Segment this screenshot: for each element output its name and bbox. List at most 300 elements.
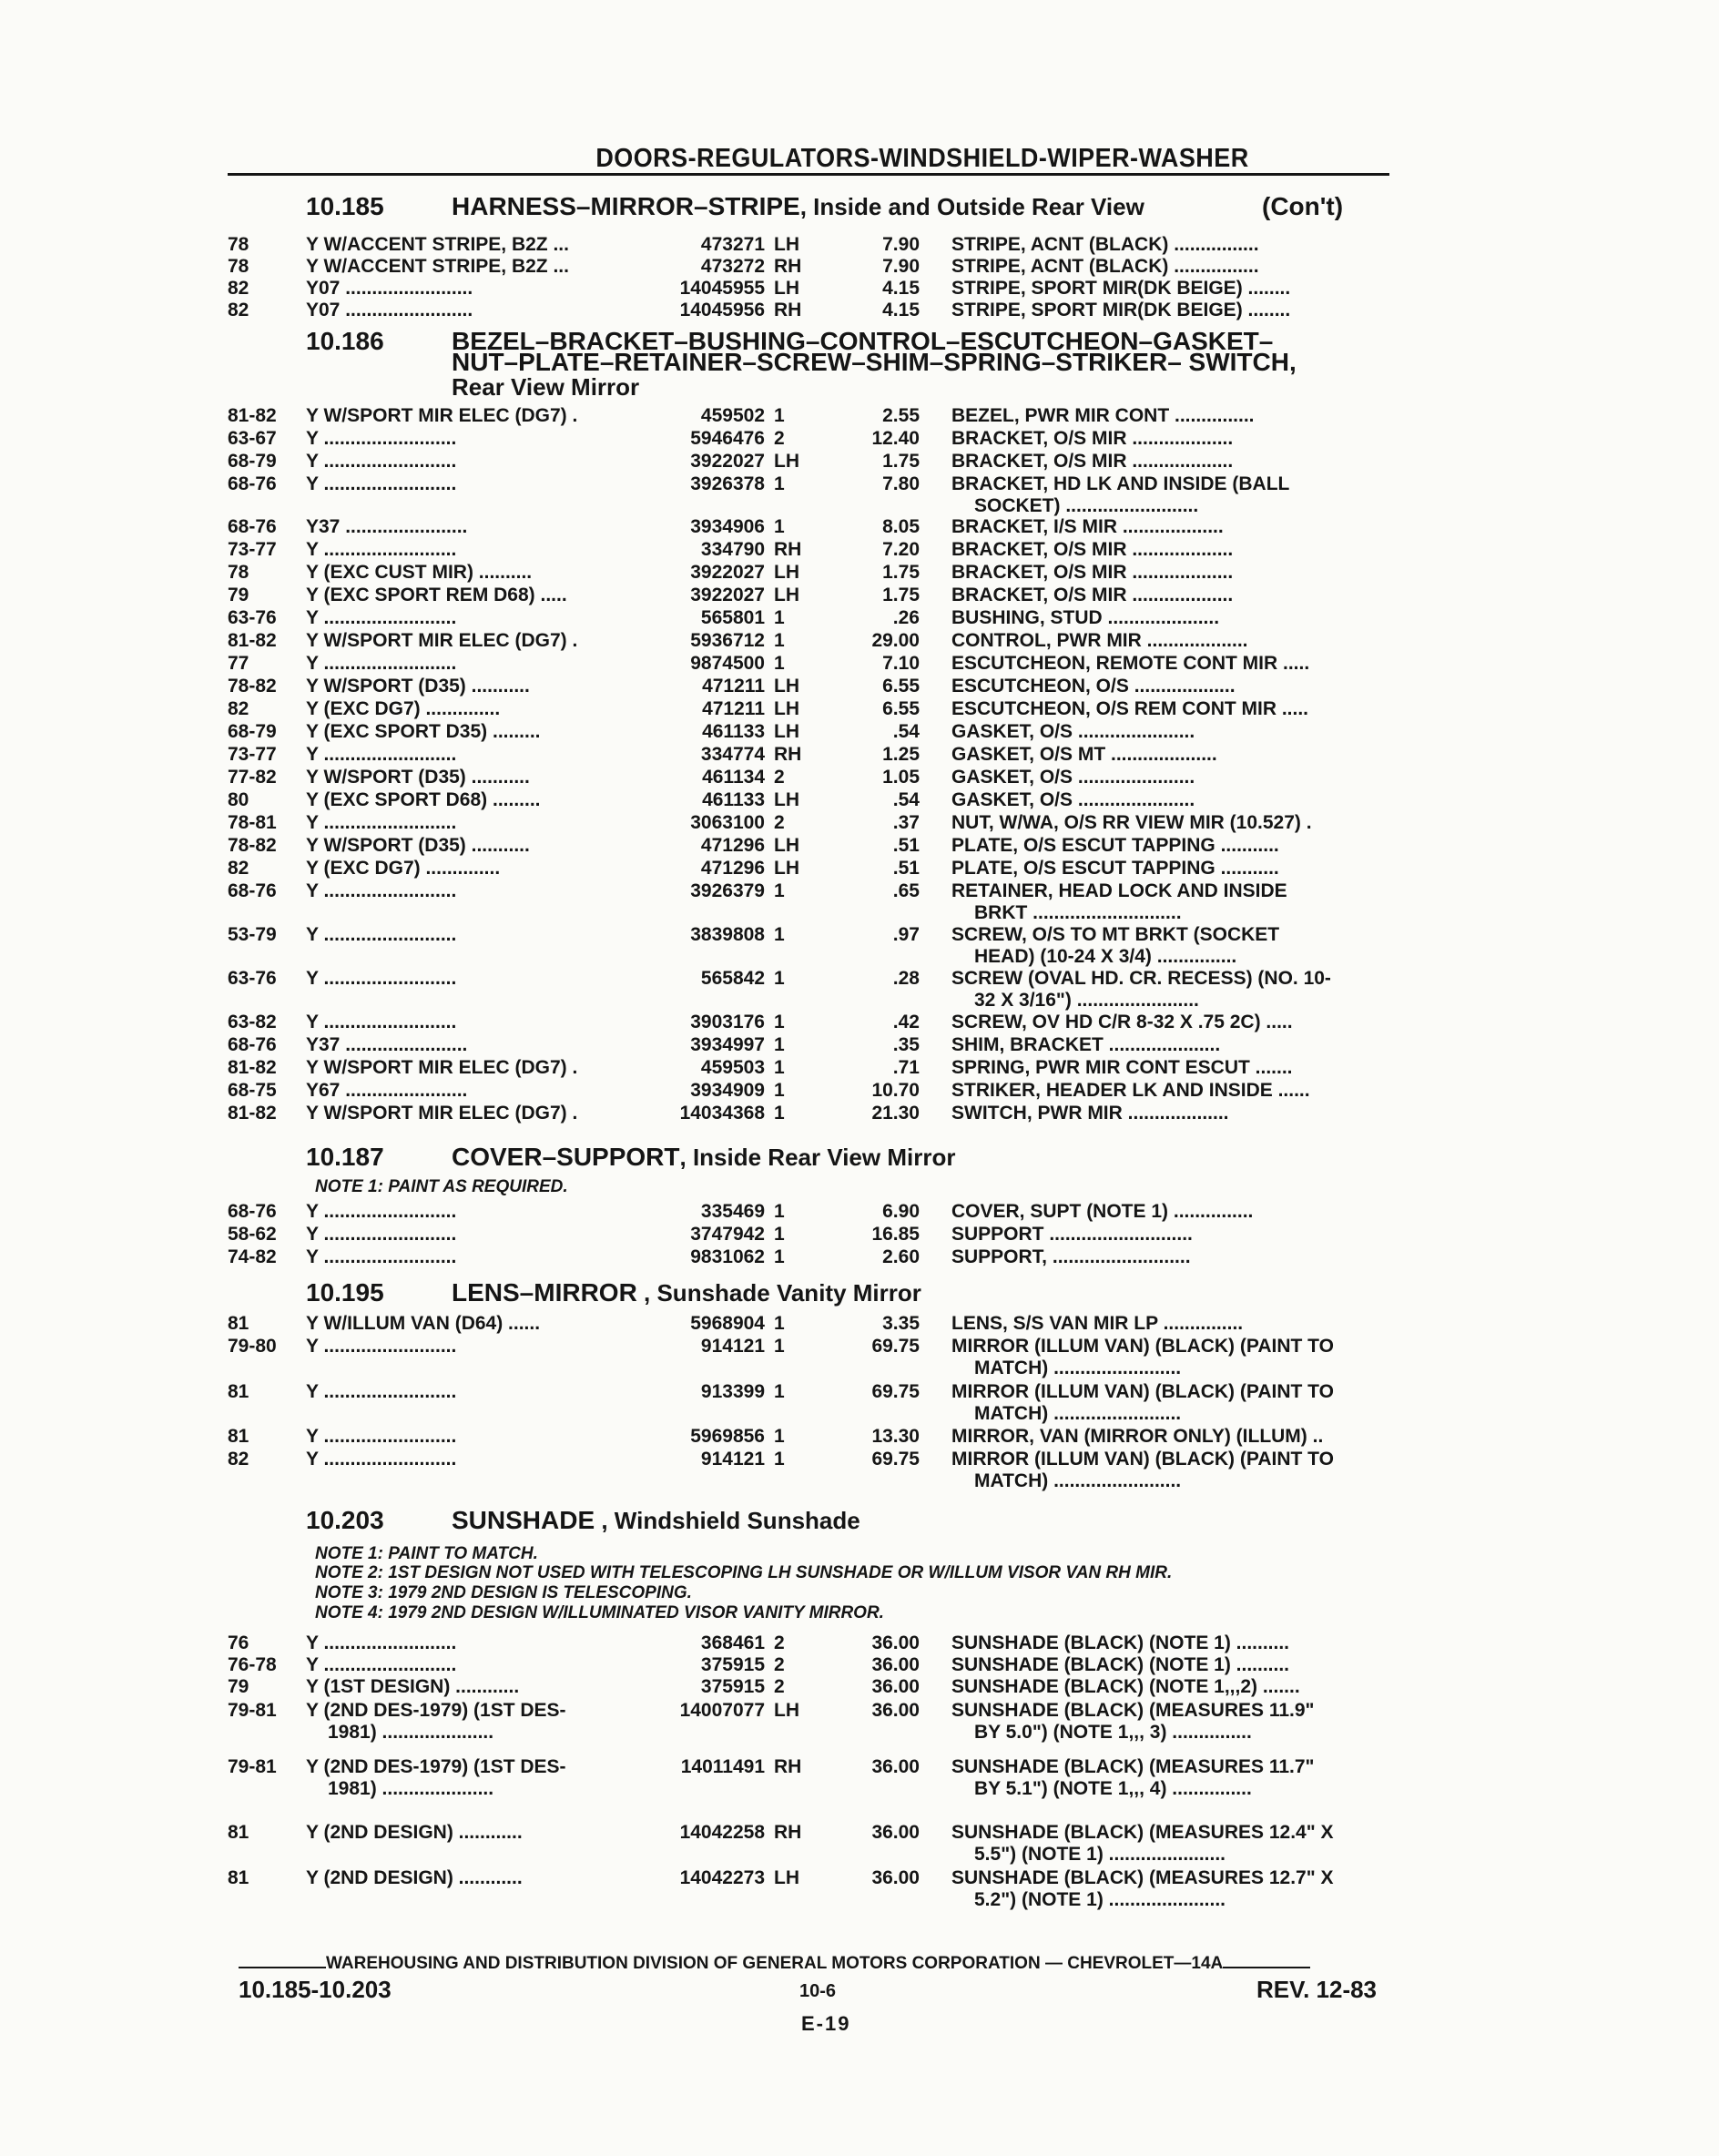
part-row (0, 279, 1719, 299)
price: 36.00 (871, 1654, 920, 1675)
section-title-line1: BEZEL–BRACKET–BUSHING–CONTROL–ESCUTCHEON–GASKET– (452, 327, 1274, 355)
year-range: 74-82 (228, 1246, 277, 1267)
part-description-continued: 5.5") (NOTE 1) ...................... (974, 1844, 1226, 1865)
year-range: 81-82 (228, 405, 277, 426)
part-number: 3747942 (690, 1224, 765, 1245)
quantity: 1 (774, 630, 785, 651)
model-applicability: Y (EXC SPORT REM D68) ..... (306, 585, 567, 605)
part-row (0, 474, 1719, 494)
model-applicability: Y ......................... (306, 1655, 457, 1675)
year-range: 81-82 (228, 630, 277, 651)
model-applicability: Y ......................... (306, 540, 457, 560)
model-applicability: Y (2ND DES-1979) (1ST DES- (306, 1757, 566, 1777)
price: 6.55 (882, 676, 920, 697)
part-number: 375915 (700, 1676, 765, 1697)
part-description: MIRROR, VAN (MIRROR ONLY) (ILLUM) .. (951, 1427, 1324, 1447)
year-range: 68-76 (228, 516, 277, 537)
footer-page-number: 10-6 (799, 1981, 837, 2001)
part-number: 3922027 (690, 451, 765, 472)
quantity: LH (774, 585, 799, 605)
part-row (0, 235, 1719, 255)
section-number: 10.186 (306, 327, 384, 355)
part-description-continued: MATCH) ........................ (974, 1403, 1182, 1424)
price: .51 (892, 858, 920, 879)
part-row (0, 881, 1719, 901)
price: 36.00 (871, 1756, 920, 1777)
price: 2.60 (882, 1246, 920, 1267)
quantity: 1 (774, 1381, 785, 1402)
part-description: MIRROR (ILLUM VAN) (BLACK) (PAINT TO (951, 1382, 1334, 1402)
part-description: BRACKET, O/S MIR ................... (951, 563, 1234, 583)
part-description: BUSHING, STUD ..................... (951, 608, 1220, 628)
quantity: 2 (774, 1632, 785, 1653)
year-range: 68-76 (228, 1201, 277, 1222)
model-applicability-continued: 1981) ..................... (328, 1722, 494, 1743)
part-description: BRACKET, O/S MIR ................... (951, 452, 1234, 472)
section-header-10203 (306, 1507, 860, 1534)
year-range: 79 (228, 1676, 249, 1697)
part-number: 914121 (700, 1449, 765, 1470)
page-code: E-19 (801, 2012, 851, 2035)
part-row (0, 257, 1719, 277)
model-applicability: Y37 ....................... (306, 517, 468, 537)
part-description: CONTROL, PWR MIR ................... (951, 631, 1248, 651)
quantity: LH (774, 451, 799, 472)
part-row (0, 608, 1719, 628)
price: .54 (892, 789, 920, 810)
part-number: 5946476 (690, 428, 765, 449)
part-number: 461133 (702, 789, 765, 810)
price: 7.90 (882, 256, 920, 277)
quantity: 2 (774, 428, 785, 449)
part-row (0, 1081, 1719, 1101)
part-number: 334774 (700, 744, 765, 765)
part-number: 14045955 (679, 278, 765, 299)
part-row (0, 1823, 1719, 1843)
part-number: 3934909 (690, 1080, 765, 1101)
price: .26 (892, 607, 920, 628)
part-description: BRACKET, HD LK AND INSIDE (BALL (951, 474, 1290, 494)
price: 12.40 (871, 428, 920, 449)
part-number: 5969856 (690, 1426, 765, 1447)
model-applicability: Y ......................... (306, 1382, 457, 1402)
section-header-10187 (306, 1144, 955, 1171)
part-row (0, 1058, 1719, 1078)
part-number: 334790 (700, 539, 765, 560)
model-applicability: Y W/ACCENT STRIPE, B2Z ... (306, 235, 569, 255)
part-description-continued: 5.2") (NOTE 1) ...................... (974, 1889, 1226, 1910)
part-row (0, 631, 1719, 651)
part-number: 459502 (700, 405, 765, 426)
part-number: 565801 (700, 607, 765, 628)
price: 2.55 (882, 405, 920, 426)
quantity: RH (774, 1756, 802, 1777)
part-row (0, 1868, 1719, 1888)
model-applicability: Y ......................... (306, 925, 457, 945)
price: 69.75 (871, 1336, 920, 1357)
part-row (0, 745, 1719, 765)
part-description: GASKET, O/S ...................... (951, 768, 1195, 788)
part-number: 3926379 (690, 880, 765, 901)
year-range: 63-76 (228, 607, 277, 628)
section-number: 10.195 (306, 1278, 384, 1307)
year-range: 78 (228, 234, 249, 255)
part-row (0, 768, 1719, 788)
price: .35 (892, 1034, 920, 1055)
year-range: 76 (228, 1632, 249, 1653)
part-number: 565842 (700, 968, 765, 989)
year-range: 81-82 (228, 1057, 277, 1078)
footer-rule-right (1223, 1967, 1310, 1968)
model-applicability-continued: 1981) ..................... (328, 1778, 494, 1799)
model-applicability: Y (EXC SPORT D68) ......... (306, 790, 541, 810)
part-description: COVER, SUPT (NOTE 1) ............... (951, 1202, 1254, 1222)
part-description: GASKET, O/S MT .................... (951, 745, 1217, 765)
part-row (0, 859, 1719, 879)
model-applicability: Y (2ND DES-1979) (1ST DES- (306, 1701, 566, 1721)
part-number: 14042273 (679, 1867, 765, 1888)
part-number: 3934997 (690, 1034, 765, 1055)
quantity: 1 (774, 1336, 785, 1357)
section-title: HARNESS–MIRROR–STRIPE (452, 192, 800, 220)
quantity: RH (774, 539, 802, 560)
part-description: SPRING, PWR MIR CONT ESCUT ....... (951, 1058, 1293, 1078)
model-applicability: Y ......................... (306, 452, 457, 472)
quantity: 1 (774, 473, 785, 494)
model-applicability: Y ......................... (306, 1012, 457, 1032)
footer-division-line (239, 1954, 1310, 1974)
part-description: STRIPE, SPORT MIR(DK BEIGE) ........ (951, 279, 1291, 299)
part-row (0, 969, 1719, 989)
year-range: 68-79 (228, 721, 277, 742)
price: 69.75 (871, 1381, 920, 1402)
model-applicability: Y ......................... (306, 474, 457, 494)
year-range: 63-67 (228, 428, 277, 449)
section-number: 10.203 (306, 1506, 384, 1534)
page-title: DOORS-REGULATORS-WINDSHIELD-WIPER-WASHER (595, 144, 1249, 173)
part-description: SUPPORT ........................... (951, 1225, 1193, 1245)
year-range: 79 (228, 585, 249, 605)
section-subtitle: , Inside Rear View Mirror (679, 1144, 956, 1171)
model-applicability: Y (EXC SPORT D35) ......... (306, 722, 541, 742)
part-description: SUNSHADE (BLACK) (MEASURES 12.7" X (951, 1868, 1334, 1888)
part-description-continued: 32 X 3/16") ....................... (974, 990, 1199, 1011)
part-row (0, 1757, 1719, 1777)
part-description: BRACKET, I/S MIR ................... (951, 517, 1224, 537)
part-description: GASKET, O/S ...................... (951, 722, 1195, 742)
part-number: 461133 (702, 721, 765, 742)
model-applicability: Y ......................... (306, 608, 457, 628)
footer-revision: REV. 12-83 (1256, 1976, 1378, 2003)
part-row (0, 699, 1719, 719)
model-applicability: Y ......................... (306, 881, 457, 901)
quantity: LH (774, 562, 799, 583)
year-range: 73-77 (228, 539, 277, 560)
part-number: 9874500 (690, 653, 765, 674)
quantity: LH (774, 1700, 799, 1721)
price: .28 (892, 968, 920, 989)
model-applicability: Y W/SPORT MIR ELEC (DG7) . (306, 406, 578, 426)
model-applicability: Y W/SPORT MIR ELEC (DG7) . (306, 1058, 578, 1078)
section-note: NOTE 1: PAINT TO MATCH. (315, 1544, 538, 1563)
year-range: 78 (228, 562, 249, 583)
model-applicability: Y (EXC CUST MIR) .......... (306, 563, 533, 583)
section-header-10195 (306, 1279, 921, 1307)
quantity: 1 (774, 1034, 785, 1055)
price: 3.35 (882, 1313, 920, 1334)
title-divider (228, 173, 1389, 176)
section-title-line2: NUT–PLATE–RETAINER–SCREW–SHIM–SPRING–STRIKER– SWITCH, (452, 348, 1297, 376)
part-number: 913399 (700, 1381, 765, 1402)
price: 1.75 (882, 451, 920, 472)
part-description: SCREW, OV HD C/R 8-32 X .75 2C) ..... (951, 1012, 1293, 1032)
year-range: 68-75 (228, 1080, 277, 1101)
model-applicability: Y W/SPORT (D35) ........... (306, 836, 530, 856)
quantity: LH (774, 234, 799, 255)
price: 21.30 (871, 1103, 920, 1124)
part-number: 5936712 (690, 630, 765, 651)
quantity: 1 (774, 1012, 785, 1032)
part-description: MIRROR (ILLUM VAN) (BLACK) (PAINT TO (951, 1449, 1334, 1470)
quantity: 1 (774, 1057, 785, 1078)
quantity: 1 (774, 1080, 785, 1101)
part-description: RETAINER, HEAD LOCK AND INSIDE (951, 881, 1287, 901)
model-applicability: Y W/SPORT (D35) ........... (306, 768, 530, 788)
quantity: 1 (774, 653, 785, 674)
part-row (0, 722, 1719, 742)
model-applicability: Y ......................... (306, 429, 457, 449)
year-range: 82 (228, 858, 249, 879)
year-range: 78 (228, 256, 249, 277)
price: 29.00 (871, 630, 920, 651)
part-description-continued: BY 5.0") (NOTE 1,,, 3) ............... (974, 1722, 1252, 1743)
year-range: 82 (228, 1449, 249, 1470)
price: .65 (892, 880, 920, 901)
price: 1.25 (882, 744, 920, 765)
section-title: COVER–SUPPORT (452, 1143, 680, 1171)
model-applicability: Y ......................... (306, 813, 457, 833)
quantity: 2 (774, 1676, 785, 1697)
price: 7.80 (882, 473, 920, 494)
part-row (0, 676, 1719, 697)
part-row (0, 1701, 1719, 1721)
year-range: 81 (228, 1426, 249, 1447)
price: 36.00 (871, 1676, 920, 1697)
model-applicability: Y (2ND DESIGN) ............ (306, 1823, 523, 1843)
continued-label: (Con't) (1262, 192, 1344, 220)
part-description: BRACKET, O/S MIR ................... (951, 540, 1234, 560)
part-row (0, 1225, 1719, 1245)
part-description: SCREW (OVAL HD. CR. RECESS) (NO. 10- (951, 969, 1331, 989)
part-description: SHIM, BRACKET ..................... (951, 1035, 1221, 1055)
model-applicability: Y (EXC DG7) .............. (306, 859, 501, 879)
model-applicability: Y ......................... (306, 745, 457, 765)
part-description: STRIPE, ACNT (BLACK) ................ (951, 257, 1259, 277)
part-description-continued: BRKT ............................ (974, 902, 1182, 923)
part-number: 14007077 (679, 1700, 765, 1721)
year-range: 79-81 (228, 1756, 277, 1777)
model-applicability: Y W/ACCENT STRIPE, B2Z ... (306, 257, 569, 277)
part-description: STRIPE, ACNT (BLACK) ................ (951, 235, 1259, 255)
section-title-line3: Rear View Mirror (452, 373, 640, 401)
part-number: 3934906 (690, 516, 765, 537)
price: 1.75 (882, 562, 920, 583)
part-number: 3922027 (690, 562, 765, 583)
section-subtitle: , Inside and Outside Rear View (799, 193, 1144, 220)
price: 1.75 (882, 585, 920, 605)
model-applicability: Y W/SPORT (D35) ........... (306, 676, 530, 697)
model-applicability: Y ......................... (306, 1427, 457, 1447)
year-range: 68-79 (228, 451, 277, 472)
price: .97 (892, 924, 920, 945)
quantity: LH (774, 1867, 799, 1888)
quantity: RH (774, 256, 802, 277)
part-row (0, 1427, 1719, 1447)
price: .71 (892, 1057, 920, 1078)
year-range: 82 (228, 278, 249, 299)
price: 13.30 (871, 1426, 920, 1447)
price: 7.20 (882, 539, 920, 560)
model-applicability: Y ......................... (306, 1225, 457, 1245)
part-description: SUNSHADE (BLACK) (MEASURES 12.4" X (951, 1823, 1334, 1843)
part-row (0, 654, 1719, 674)
quantity: 1 (774, 1313, 785, 1334)
model-applicability: Y (EXC DG7) .............. (306, 699, 501, 719)
part-number: 473272 (700, 256, 765, 277)
part-description: BRACKET, O/S MIR ................... (951, 429, 1234, 449)
year-range: 68-76 (228, 1034, 277, 1055)
year-range: 58-62 (228, 1224, 277, 1245)
quantity: LH (774, 721, 799, 742)
section-header-10185 (306, 192, 1344, 220)
price: 4.15 (882, 278, 920, 299)
part-number: 914121 (700, 1336, 765, 1357)
price: 16.85 (871, 1224, 920, 1245)
part-number: 459503 (700, 1057, 765, 1078)
part-row (0, 1449, 1719, 1470)
year-range: 79-81 (228, 1700, 277, 1721)
part-row (0, 563, 1719, 583)
part-description: STRIPE, SPORT MIR(DK BEIGE) ........ (951, 300, 1291, 320)
year-range: 82 (228, 698, 249, 719)
year-range: 53-79 (228, 924, 277, 945)
year-range: 81 (228, 1381, 249, 1402)
part-row (0, 429, 1719, 449)
price: .51 (892, 835, 920, 856)
model-applicability: Y W/ILLUM VAN (D64) ...... (306, 1314, 541, 1334)
part-number: 3839808 (690, 924, 765, 945)
section-number: 10.187 (306, 1143, 384, 1171)
quantity: 1 (774, 1224, 785, 1245)
quantity: LH (774, 789, 799, 810)
price: 36.00 (871, 1632, 920, 1653)
year-range: 77 (228, 653, 249, 674)
year-range: 63-82 (228, 1012, 277, 1032)
part-number: 471296 (700, 858, 765, 879)
price: 36.00 (871, 1700, 920, 1721)
quantity: RH (774, 300, 802, 320)
section-note: NOTE 1: PAINT AS REQUIRED. (315, 1177, 568, 1196)
quantity: LH (774, 835, 799, 856)
model-applicability: Y (1ST DESIGN) ............ (306, 1677, 520, 1697)
quantity: 1 (774, 516, 785, 537)
year-range: 68-76 (228, 473, 277, 494)
part-number: 375915 (700, 1654, 765, 1675)
part-row (0, 1337, 1719, 1357)
part-description: BRACKET, O/S MIR ................... (951, 585, 1234, 605)
part-description-continued: BY 5.1") (NOTE 1,,, 4) ............... (974, 1778, 1252, 1799)
part-number: 14011491 (680, 1756, 765, 1777)
model-applicability: Y ......................... (306, 969, 457, 989)
price: .42 (892, 1012, 920, 1032)
part-row (0, 1247, 1719, 1267)
price: 10.70 (871, 1080, 920, 1101)
part-description: SCREW, O/S TO MT BRKT (SOCKET (951, 925, 1280, 945)
model-applicability: Y ......................... (306, 1337, 457, 1357)
year-range: 80 (228, 789, 249, 810)
model-applicability: Y07 ........................ (306, 300, 473, 320)
part-row (0, 925, 1719, 945)
part-row (0, 540, 1719, 560)
model-applicability: Y67 ....................... (306, 1081, 468, 1101)
part-description-continued: HEAD) (10-24 X 3/4) ............... (974, 946, 1237, 967)
part-number: 471211 (702, 698, 765, 719)
quantity: 1 (774, 1201, 785, 1222)
part-row (0, 517, 1719, 537)
quantity: LH (774, 676, 799, 697)
part-description: NUT, W/WA, O/S RR VIEW MIR (10.527) . (951, 813, 1312, 833)
part-number: 9831062 (690, 1246, 765, 1267)
part-number: 14042258 (679, 1822, 765, 1843)
part-number: 335469 (700, 1201, 765, 1222)
quantity: 2 (774, 812, 785, 833)
quantity: 1 (774, 1246, 785, 1267)
part-row (0, 585, 1719, 605)
price: 7.90 (882, 234, 920, 255)
part-number: 14034368 (679, 1103, 765, 1124)
year-range: 81-82 (228, 1103, 277, 1124)
year-range: 82 (228, 300, 249, 320)
year-range: 78-82 (228, 676, 277, 697)
model-applicability: Y ......................... (306, 654, 457, 674)
part-number: 14045956 (679, 300, 765, 320)
part-number: 3063100 (690, 812, 765, 833)
price: .54 (892, 721, 920, 742)
price: 6.55 (882, 698, 920, 719)
quantity: RH (774, 744, 802, 765)
part-row (0, 1035, 1719, 1055)
quantity: RH (774, 1822, 802, 1843)
part-number: 3922027 (690, 585, 765, 605)
part-row (0, 452, 1719, 472)
part-number: 471211 (702, 676, 765, 697)
part-description-continued: MATCH) ........................ (974, 1358, 1182, 1378)
quantity: 1 (774, 1449, 785, 1470)
model-applicability: Y37 ....................... (306, 1035, 468, 1055)
year-range: 81 (228, 1867, 249, 1888)
part-row (0, 1633, 1719, 1653)
footer-division: WAREHOUSING AND DISTRIBUTION DIVISION OF GENERAL MOTORS CORPORATION — CHEVROLET—14A (326, 1954, 1224, 1973)
quantity: 2 (774, 767, 785, 788)
part-description: GASKET, O/S ...................... (951, 790, 1195, 810)
part-row (0, 1202, 1719, 1222)
model-applicability: Y W/SPORT MIR ELEC (DG7) . (306, 1103, 578, 1124)
quantity: 1 (774, 924, 785, 945)
part-description: LENS, S/S VAN MIR LP ............... (951, 1314, 1244, 1334)
section-note: NOTE 4: 1979 2ND DESIGN W/ILLUMINATED VISOR VANITY MIRROR. (315, 1603, 884, 1622)
part-description: SUNSHADE (BLACK) (NOTE 1,,,2) ....... (951, 1677, 1300, 1697)
part-row (0, 836, 1719, 856)
